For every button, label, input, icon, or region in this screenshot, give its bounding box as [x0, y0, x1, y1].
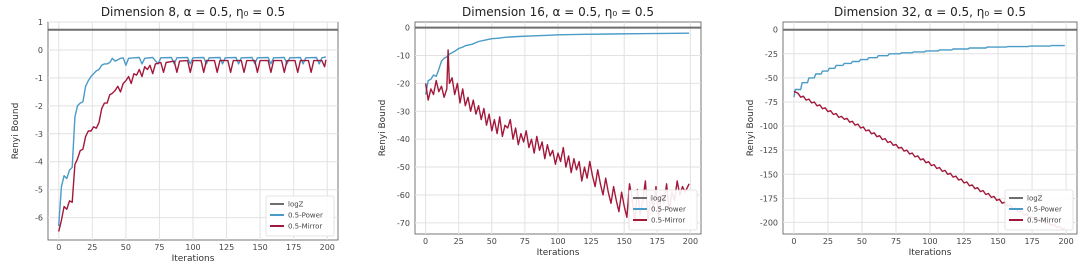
y-tick-label: -1: [35, 73, 43, 83]
x-tick-label: 0: [423, 237, 429, 246]
chart-title: Dimension 32, α = 0.5, η₀ = 0.5: [834, 5, 1026, 19]
y-tick-label: -150: [759, 170, 778, 180]
x-tick-label: 50: [486, 237, 497, 246]
x-tick-label: 200: [682, 237, 699, 246]
legend-label: 0.5-Power: [288, 211, 323, 220]
y-tick-label: -50: [396, 163, 410, 173]
legend-label: 0.5-Mirror: [651, 216, 686, 225]
y-tick-label: -30: [396, 107, 410, 117]
chart-panel-1: [0, 0, 350, 267]
x-tick-label: 100: [550, 237, 566, 246]
y-tick-label: -3: [35, 129, 43, 139]
x-tick-label: 0: [56, 243, 62, 252]
chart-panel-2: [365, 0, 710, 267]
x-axis-label: Iterations: [908, 248, 952, 258]
x-tick-label: 25: [822, 237, 834, 246]
y-tick-label: -60: [396, 190, 410, 200]
legend-label: 0.5-Mirror: [1027, 216, 1062, 225]
x-tick-label: 125: [583, 237, 599, 246]
x-tick-label: 200: [1058, 237, 1074, 246]
x-tick-label: 200: [319, 243, 335, 252]
y-tick-label: -25: [764, 49, 778, 59]
y-tick-label: -4: [35, 157, 43, 167]
y-tick-label: -100: [759, 122, 778, 132]
chart-title: Dimension 8, α = 0.5, η₀ = 0.5: [100, 5, 286, 19]
x-tick-label: 150: [616, 237, 632, 246]
legend-label: 0.5-Mirror: [288, 222, 323, 231]
chart-panel-3: [725, 0, 1090, 267]
x-tick-label: 150: [990, 237, 1006, 246]
x-tick-label: 75: [519, 237, 530, 246]
y-tick-label: -70: [396, 218, 410, 228]
x-tick-label: 50: [120, 243, 131, 252]
y-tick-label: -200: [759, 218, 778, 228]
legend-label: logZ: [1027, 194, 1043, 203]
x-tick-label: 125: [218, 243, 235, 252]
x-tick-label: 50: [856, 237, 868, 246]
y-tick-label: -10: [396, 51, 410, 61]
y-axis-label: Renyi Bound: [746, 99, 756, 157]
legend-label: 0.5-Power: [651, 205, 686, 214]
x-tick-label: 75: [154, 243, 165, 252]
y-tick-label: -6: [35, 213, 43, 223]
x-tick-label: 150: [252, 243, 268, 252]
legend-label: logZ: [651, 194, 667, 203]
y-tick-label: -2: [35, 101, 43, 111]
legend-label: 0.5-Power: [1027, 205, 1062, 214]
x-tick-label: 125: [956, 237, 972, 246]
legend: [266, 196, 334, 236]
legend: [629, 190, 697, 230]
y-axis-label: Renyi Bound: [11, 102, 21, 160]
x-axis-label: Iterations: [171, 254, 215, 264]
y-tick-label: -50: [764, 73, 778, 83]
x-tick-label: 175: [1024, 237, 1040, 246]
y-tick-label: 0: [404, 23, 410, 33]
y-tick-label: -75: [764, 97, 778, 107]
legend: [1005, 190, 1073, 230]
y-axis-label: Renyi Bound: [378, 99, 388, 157]
x-tick-label: 175: [649, 237, 665, 246]
x-axis-label: Iterations: [536, 248, 580, 258]
x-tick-label: 75: [890, 237, 902, 246]
y-tick-label: 0: [37, 45, 43, 55]
chart-title: Dimension 16, α = 0.5, η₀ = 0.5: [462, 5, 654, 19]
legend-label: logZ: [288, 200, 304, 209]
y-tick-label: -20: [396, 79, 410, 89]
y-tick-label: -125: [759, 146, 778, 156]
x-tick-label: 25: [87, 243, 98, 252]
y-tick-label: -40: [396, 135, 410, 145]
x-tick-label: 25: [453, 237, 464, 246]
x-tick-label: 100: [185, 243, 201, 252]
y-tick-label: 1: [37, 18, 43, 27]
x-tick-label: 100: [922, 237, 938, 246]
y-tick-label: -175: [759, 194, 778, 204]
x-tick-label: 0: [791, 237, 797, 246]
y-tick-label: 0: [772, 25, 778, 35]
x-tick-label: 175: [286, 243, 302, 252]
y-tick-label: -5: [35, 185, 43, 195]
